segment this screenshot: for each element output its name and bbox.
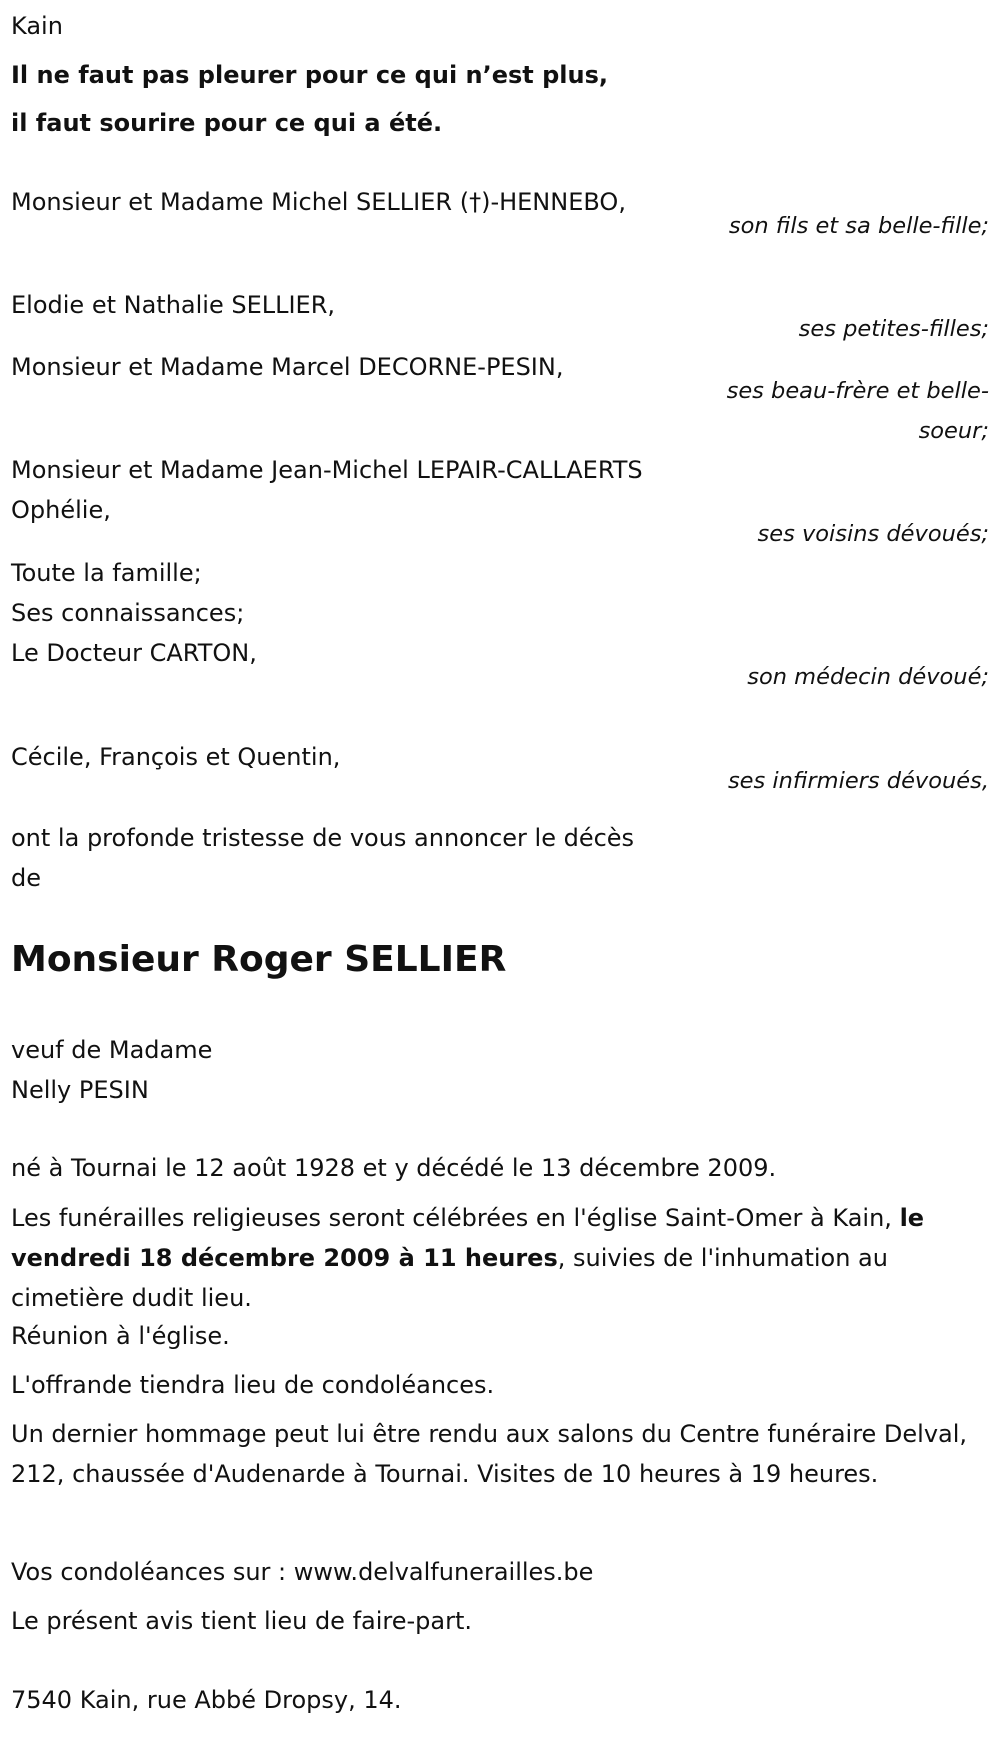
family-name-1: Monsieur et Madame Michel SELLIER (†)-HENNEBO, [11, 188, 626, 216]
funeral-intro: Les funérailles religieuses seront célébrées en l'église Saint-Omer à Kain, [11, 1204, 892, 1232]
condolences-line: Vos condoléances sur : www.delvalfunerailles.be [11, 1558, 594, 1586]
funeral-paragraph [11, 1198, 981, 1318]
family-relation-5: son médecin dévoué; [747, 664, 989, 690]
family-name-4: Monsieur et Madame Jean-Michel LEPAIR-CALLAERTS [11, 456, 643, 484]
family-name-4b: Ophélie, [11, 496, 111, 524]
address-line: 7540 Kain, rue Abbé Dropsy, 14. [11, 1686, 402, 1714]
family-relation-4: ses voisins dévoués; [757, 521, 989, 547]
family-relation-6: ses infirmiers dévoués, [727, 768, 989, 794]
quote-line-1: Il ne faut pas pleurer pour ce qui n’est plus, [11, 61, 609, 89]
quote-line-2: il faut sourire pour ce qui a été. [11, 109, 443, 137]
notice-line: Le présent avis tient lieu de faire-part. [11, 1607, 473, 1635]
city-label: Kain [11, 12, 63, 40]
spouse-line-1: veuf de Madame [11, 1036, 213, 1064]
family-relation-1: son fils et sa belle-fille; [728, 213, 989, 239]
family-name-3: Monsieur et Madame Marcel DECORNE-PESIN, [11, 353, 564, 381]
family-relation-2: ses petites-filles; [798, 316, 989, 342]
family-name-5: Toute la famille; [11, 559, 202, 587]
funeral-date: le vendredi 18 décembre 2009 à 11 heures [11, 1204, 925, 1272]
funeral-after-date: , suivies de l'inhumation au cimetière dudit lieu. [11, 1244, 888, 1312]
deceased-name: Monsieur Roger SELLIER [11, 939, 507, 980]
family-name-6: Cécile, François et Quentin, [11, 743, 341, 771]
family-relation-3: ses beau-frère et belle-soeur; [726, 378, 989, 444]
tribute-paragraph: Un dernier hommage peut lui être rendu aux salons du Centre funéraire Delval, 212, chaussée d'Audenarde à Tournai. Visites de 10 heures à 19 heures. [11, 1420, 968, 1488]
family-name-2: Elodie et Nathalie SELLIER, [11, 291, 336, 319]
family-name-5c: Le Docteur CARTON, [11, 639, 257, 667]
spouse-line-2: Nelly PESIN [11, 1076, 149, 1104]
announcement-line-2: de [11, 864, 41, 892]
offering-line: L'offrande tiendra lieu de condoléances. [11, 1371, 495, 1399]
announcement-line-1: ont la profonde tristesse de vous annoncer le décès [11, 824, 635, 852]
meeting-line: Réunion à l'église. [11, 1322, 230, 1350]
family-name-5b: Ses connaissances; [11, 599, 245, 627]
birth-death-line: né à Tournai le 12 août 1928 et y décédé le 13 décembre 2009. [11, 1154, 777, 1182]
